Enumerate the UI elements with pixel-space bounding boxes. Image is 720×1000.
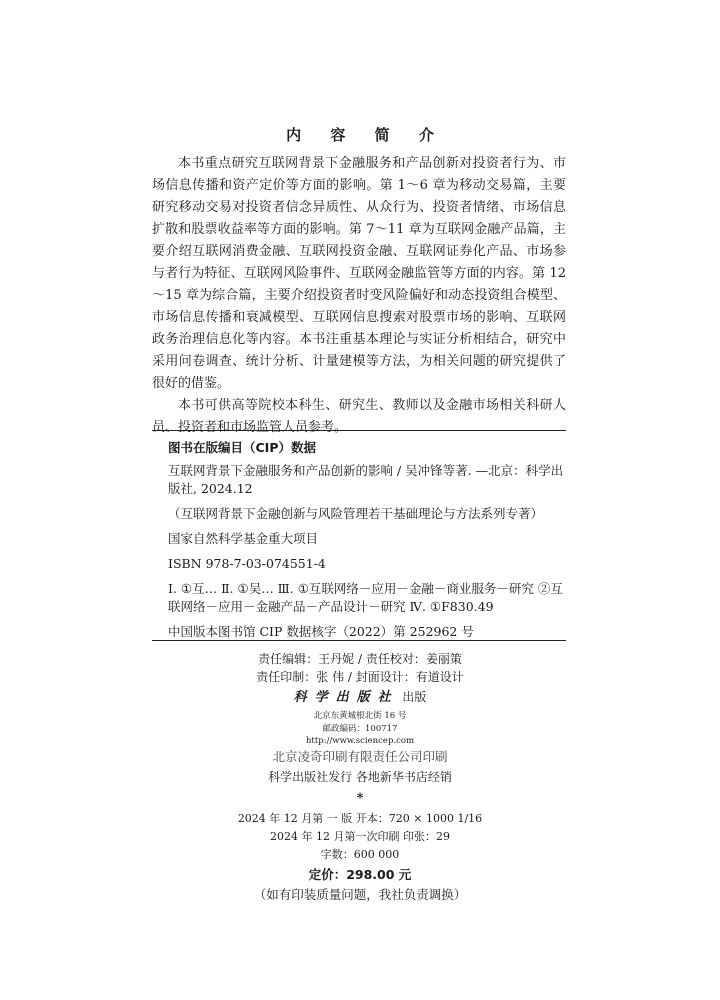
- publisher-address: 北京东黄城根北街 16 号: [313, 711, 407, 721]
- colophon: [0, 650, 720, 904]
- cip-isbn: ISBN 978-7-03-074551-4: [168, 556, 326, 571]
- cip-heading: 图书在版编目（CIP）数据: [168, 440, 316, 455]
- content-summary: [152, 153, 566, 439]
- publisher-website: http://www.sciencep.com: [305, 736, 415, 746]
- responsible-printing: 责任印制：张 伟 / 封面设计：有道设计: [256, 670, 464, 684]
- distribution: 科学出版社发行 各地新华书店经销: [268, 769, 452, 784]
- cip-funding: 国家自然科学基金重大项目: [168, 531, 319, 546]
- publisher-suffix: 出版: [402, 690, 427, 704]
- cip-subjects: Ⅰ. ①互… Ⅱ. ①吴… Ⅲ. ①互联网络－应用－金融－商业服务－研究 ②互联网络－应用－金融产品－产品设计－研究 Ⅳ. ①F830.49: [168, 581, 563, 614]
- cip-bottom-rule: [152, 640, 566, 641]
- responsible-editors: 责任编辑：王丹妮 / 责任校对：姜丽策: [258, 652, 462, 666]
- cip-number: 中国版本图书馆 CIP 数据核字（2022）第 252962 号: [168, 624, 474, 639]
- summary-paragraph: 本书重点研究互联网背景下金融服务和产品创新对投资者行为、市场信息传播和资产定价等方面的影响。第 1～6 章为移动交易篇，主要研究移动交易对投资者信念异质性、从众行为、投资者情绪、市场信息扩散和股票收益率等方面的影响。第 7～11 章为互联网金融产品篇，主要介绍互联网消费金融、互联网投资金融、互联网证券化产品、市场参与者行为特征、互联网风险事件、互联网金融监管等方面的内容。第 12～15 章为综合篇，主要介绍投资者时变风险偏好和动态投资组合模型、市场信息传播和衰减模型、互联网信息搜索对股票市场的影响、互联网政务治理信息化等内容。本书注重基本理论与实证分析相结合，研究中采用问卷调查、统计分析、计量建模等方法，为相关问题的研究提供了很好的借鉴。: [152, 156, 566, 391]
- quality-notice: （如有印装质量问题，我社负责调换）: [253, 886, 467, 902]
- publisher-postcode: 邮政编码：100717: [322, 723, 398, 734]
- publisher-line: [0, 688, 720, 707]
- word-count: 字数：600 000: [320, 847, 400, 861]
- cip-data-block: [168, 462, 566, 641]
- edition-info: 2024 年 12 月第 一 版 开本：720 × 1000 1/16: [237, 811, 483, 825]
- separator-star: *: [356, 790, 364, 806]
- summary-paragraph: 本书可供高等院校本科生、研究生、教师以及金融市场相关科研人员、投资者和市场监管人员参考。: [152, 398, 566, 435]
- page-title: 内 容 简 介: [286, 126, 446, 144]
- cip-entry: 互联网背景下金融服务和产品创新的影响 / 吴冲锋等著. —北京：科学出版社, 2024.12: [168, 463, 564, 496]
- printer: 北京凌奇印刷有限责任公司印刷: [272, 748, 448, 764]
- price: 定价：298.00 元: [308, 866, 412, 882]
- cip-top-rule: [152, 430, 566, 431]
- publisher-logo: 科学出版社: [293, 690, 399, 705]
- impression-info: 2024 年 12 月第一次印刷 印张：29: [270, 829, 450, 843]
- cip-series: （互联网背景下金融创新与风险管理若干基础理论与方法系列专著）: [168, 506, 544, 521]
